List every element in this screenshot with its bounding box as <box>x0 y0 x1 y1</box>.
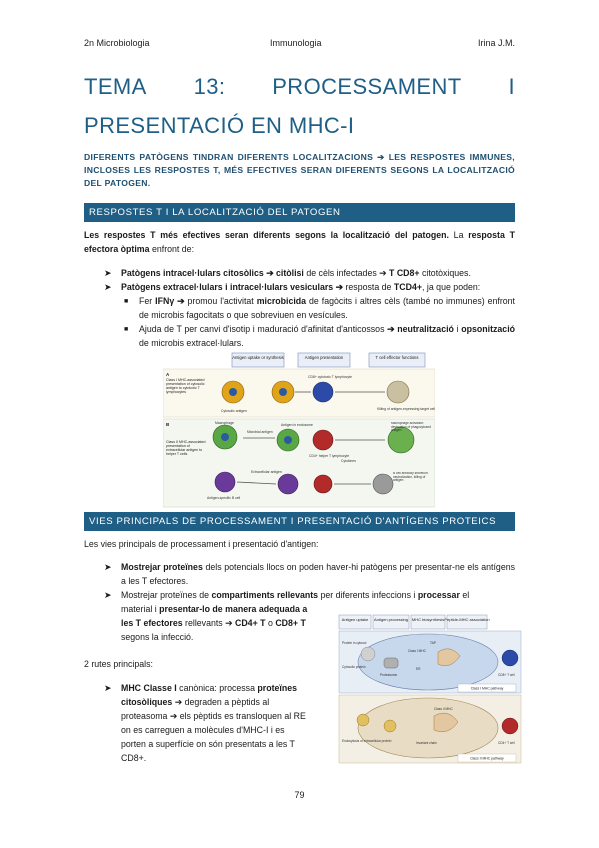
bullet-text: resposta de <box>343 282 394 292</box>
fig2-label: Class II MHC <box>434 707 453 711</box>
list-item <box>139 323 515 350</box>
nucleus-icon <box>221 433 229 441</box>
fig2-col-header: Peptide-MHC association <box>444 617 490 622</box>
bullet-text: per diferents infeccions i <box>318 590 418 600</box>
b-cell-presenting-icon <box>278 474 298 494</box>
fig-note: CD8+ cytotoxic T lymphocyte <box>308 375 352 379</box>
list-item-continued: segons la infecció. <box>121 632 194 642</box>
square-bullet-icon: ■ <box>124 298 129 305</box>
sub-text: Ajuda de T per canvi d'isotip i maduració d'afinitat d'anticossos <box>139 324 388 334</box>
cell-body-icon <box>358 634 498 690</box>
killed-cell-icon <box>387 381 409 403</box>
bullet-bold: CD8+ T <box>275 618 306 628</box>
bullet-bold: Mostrejar proteïnes <box>121 562 203 572</box>
header-author: Irina J.M. <box>477 38 515 48</box>
fig-note: Macrophage <box>215 421 234 425</box>
list-item-continued: porten a superfície on són presentats a les T <box>121 739 295 749</box>
fig-note: Antigen in endosome <box>281 423 313 427</box>
helper-t-cell-icon <box>314 475 332 493</box>
cd8-t-cell-icon <box>502 650 518 666</box>
bullet-text: o <box>265 618 276 628</box>
bullet-bold: Patògens extracel·lulars i intracel·lulars vesiculars ➔ <box>121 282 344 292</box>
two-routes-label: 2 rutes principals: <box>84 659 153 669</box>
bullet-bold: les T efectores <box>121 618 183 628</box>
endosome-icon <box>357 714 369 726</box>
arrow-bullet-icon: ➤ <box>104 268 112 278</box>
nucleus-icon <box>229 388 237 396</box>
bullet-text: ➔ degraden a pèptids al <box>172 697 270 707</box>
page-title-line1 <box>84 74 515 100</box>
intro-text2: enfront de: <box>149 243 195 254</box>
sub-text: de microbis extracel·lulars. <box>139 337 244 348</box>
fig-row-label: B <box>166 422 170 427</box>
arrow-bullet-icon: ➤ <box>104 683 112 693</box>
lead-summary: DIFERENTS PATÒGENS TINDRAN DIFERENTS LOCALITZACIONS ➔ LES RESPOSTES IMMUNES, INCLOSES LES RESPOSTES T, MÉS EFECTIVES SERAN DIFERENTS SEGONS LA LOCALITZACIÓ DEL PATOGEN. <box>84 152 515 189</box>
fig-note: B cell antibody secretion: neutralization, killing of antigen <box>393 472 429 483</box>
fig2-col-header: Antigen uptake <box>341 617 369 622</box>
page-header <box>84 38 515 50</box>
bullet-bold2: TCD4+ <box>393 282 422 292</box>
title-word: TEMA <box>84 74 147 99</box>
bullet-bold: Patògens intracel·lulars citosòlics ➔ citòlisi <box>121 268 304 278</box>
section-heading: RESPOSTES T I LA LOCALITZACIÓ DEL PATOGEN <box>84 203 515 222</box>
fig2-label: CD4+ T cell <box>498 741 515 745</box>
fig-note: Extracellular antigen <box>251 470 282 474</box>
list-item-continued <box>121 603 331 617</box>
bullet-bold2: T CD8+ <box>389 268 420 278</box>
bullet-bold: proteïnes <box>257 683 298 693</box>
bullet-text: el <box>459 590 470 600</box>
fig2-label: Endocytosis of extracellular protein <box>342 739 392 743</box>
section1-intro <box>84 229 515 256</box>
cd4-t-cell-icon <box>313 430 333 450</box>
fig2-label: TAP <box>430 641 436 645</box>
bullet-bold: presentar-lo de manera adequada a <box>159 604 308 614</box>
cd4-t-cell-icon <box>502 718 518 734</box>
fig2-label: Class I MHC <box>408 649 426 653</box>
list-item-continued <box>121 696 331 710</box>
sub-text: Fer <box>139 296 156 306</box>
bullet-bold: MHC Classe I <box>121 683 177 693</box>
list-item <box>121 682 331 696</box>
fig2-label: Invariant chain <box>416 741 437 745</box>
fig-row-caption: Class II MHC-associated presentation of extracellular antigen to helper T cells <box>166 440 206 456</box>
list-item <box>139 295 515 322</box>
title-word: I <box>508 74 515 99</box>
fig2-label: Cytosolic protein <box>342 665 366 669</box>
page-number: 79 <box>294 790 305 800</box>
bullet-bold: CD4+ T <box>234 618 266 628</box>
protein-icon <box>361 647 375 661</box>
sub-bold: IFNγ ➔ <box>155 296 185 306</box>
fig-note: Cytokines <box>341 459 356 463</box>
list-item-continued <box>121 617 331 631</box>
fig2-label: Proteasome <box>380 673 398 677</box>
arrow-bullet-icon: ➤ <box>104 590 112 600</box>
fig-note: Microbial antigen <box>247 430 273 434</box>
bullet-bold: processar <box>417 590 460 600</box>
list-item-continued: CD8+. <box>121 753 147 763</box>
fig-note: CD4+ helper T lymphocyte <box>309 454 350 458</box>
list-item <box>121 589 515 603</box>
bullet-text: material i <box>121 604 160 614</box>
list-item-continued: proteasoma ➔ els pèptids es transloquen al RE <box>121 711 306 721</box>
fig2-label: Protein in cytosol <box>342 641 367 645</box>
sub-text: de fagòcits i altres cèls (també no immunes) enfront de microbis fagocitats o que sobreviuen en vesícules. <box>139 296 516 320</box>
fig-row-caption: Class I MHC-associated presentation of cytosolic antigen to cytotoxic T lymphocytes <box>166 378 205 394</box>
list-item <box>121 561 515 588</box>
list-item-continued: on es carreguen a molècules d'MHC-I i es <box>121 725 285 735</box>
sub-text: promou l'activitat <box>184 296 257 306</box>
nucleus-icon <box>284 436 292 444</box>
bullet-bold: citosòliques <box>121 697 173 707</box>
sub-text: i <box>453 324 462 334</box>
page-title-line2: PRESENTACIÓ EN MHC-I <box>84 113 355 138</box>
fig2-label: CD8+ T cell <box>498 673 515 677</box>
bullet-text: rellevants ➔ <box>182 618 235 628</box>
section-heading: VIES PRINCIPALS DE PROCESSAMENT I PRESENTACIÓ D'ANTÍGENS PROTEICS <box>84 512 515 531</box>
bullet-text: canònica: processa <box>176 683 258 693</box>
arrow-bullet-icon: ➤ <box>104 562 112 572</box>
title-word: 13: <box>193 74 226 99</box>
list-item <box>121 281 515 295</box>
nucleus-icon <box>279 388 287 396</box>
sub-bold: opsonització <box>461 324 516 334</box>
fig2-label: ER <box>416 667 421 671</box>
square-bullet-icon: ■ <box>124 326 129 333</box>
sub-bold: microbicida <box>256 296 307 306</box>
intro-text: La <box>448 230 469 240</box>
bullet-text: de cèls infectades ➔ <box>303 268 389 278</box>
fig-note: Macrophage activation: destruction of phagocytosed antigen <box>391 422 431 433</box>
intro-bold: Les respostes T més efectives seran diferents segons la localització del patogen. <box>84 230 449 240</box>
list-item <box>121 267 515 281</box>
bullet-text2: , ja que poden: <box>422 282 481 292</box>
fig2-col-header: Antigen processing <box>373 617 409 622</box>
intro-bold2: resposta T efectora òptima <box>84 230 515 254</box>
fig-col-header: T cell effector functions <box>375 355 419 360</box>
antibody-cell-icon <box>373 474 393 494</box>
fig-note: Antigen-specific B cell <box>207 496 241 500</box>
fig2-col-header: MHC biosynthesis <box>411 617 445 622</box>
bullet-text2: citotòxiques. <box>419 268 471 278</box>
arrow-bullet-icon: ➤ <box>104 282 112 292</box>
b-cell-icon <box>215 472 235 492</box>
header-subject: Immunologia <box>270 38 322 48</box>
fig-col-header: Antigen presentation <box>304 355 344 360</box>
fig2-pathway-label: Class II MHC pathway <box>470 756 504 761</box>
header-course: 2n Microbiologia <box>84 38 150 48</box>
section2-intro: Les vies principals de processament i presentació d'antigen: <box>84 539 319 549</box>
cell-body-icon <box>358 698 498 758</box>
title-word: PROCESSAMENT <box>272 74 462 99</box>
fig-note: Killing of antigen-expressing target cell <box>377 407 435 411</box>
proteasome-icon <box>384 658 398 668</box>
bullet-text: dels potencials llocs on poden haver-hi patògens per presentar-ne els antígens a les T efectores. <box>121 562 516 586</box>
endosome-icon <box>384 720 396 732</box>
fig-note: Cytosolic antigen <box>221 409 247 413</box>
cd8-t-cell-icon <box>313 382 333 402</box>
figure-antigen-processing-pathways <box>338 614 522 764</box>
figure-t-cell-responses <box>163 352 435 508</box>
bullet-bold: compartiments rellevants <box>211 590 319 600</box>
sub-bold: ➔ neutralització <box>387 324 454 334</box>
fig-row-label: A <box>166 372 170 377</box>
bullet-text: Mostrejar proteïnes de <box>121 590 212 600</box>
fig-col-header: Antigen uptake or synthesis <box>232 355 284 360</box>
fig2-pathway-label: Class I MHC pathway <box>470 686 504 691</box>
